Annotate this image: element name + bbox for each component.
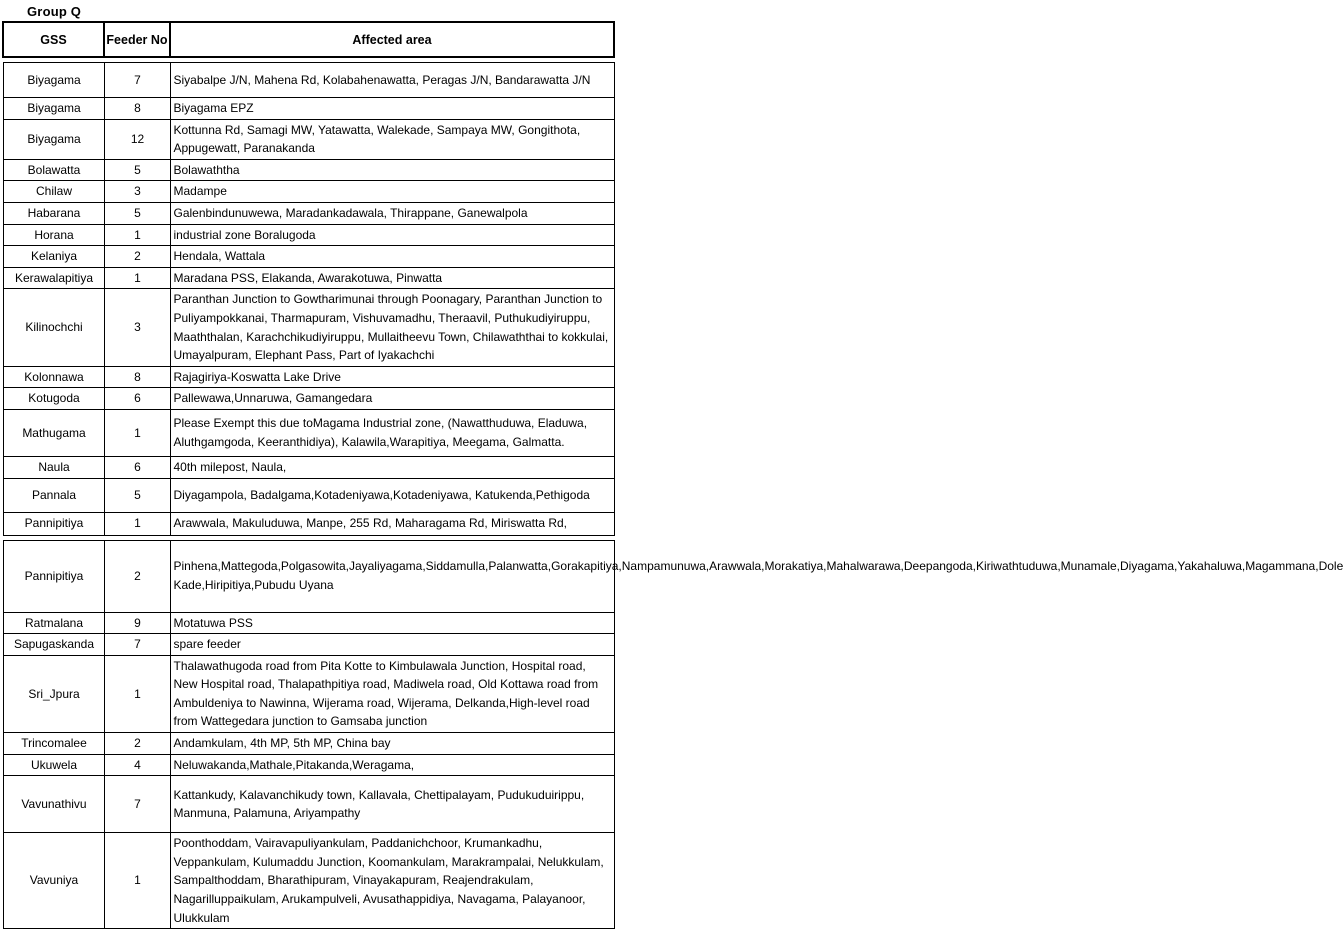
gss-cell: Biyagama — [3, 119, 104, 159]
table-row — [3, 456, 614, 478]
feeder-no-cell: 7 — [104, 63, 170, 98]
feeder-no-cell: 6 — [104, 388, 170, 410]
feeder-no-cell: 8 — [104, 366, 170, 388]
feeder-no-cell: 4 — [104, 754, 170, 776]
gss-cell: Kotugoda — [3, 388, 104, 410]
affected-area-cell: spare feeder — [170, 634, 614, 656]
gss-cell: Habarana — [3, 202, 104, 224]
affected-area-cell: Neluwakanda,Mathale,Pitakanda,Weragama, — [170, 754, 614, 776]
feeder-no-cell: 9 — [104, 612, 170, 634]
gss-cell: Chilaw — [3, 181, 104, 203]
affected-area-cell: Hendala, Wattala — [170, 246, 614, 268]
table-row — [3, 634, 614, 656]
table-row — [3, 540, 614, 612]
table-row — [3, 366, 614, 388]
affected-area-cell: Pinhena,Mattegoda,Polgasowita,Jayaliyagama,Siddamulla,Palanwatta,Gorakapitiya,Nampamunuwa,Arawwala,Morakatiya,Mahalwarawa,Deepangoda,Kiriwathtuduwa,Munamale,Diyagama,Yakahaluwa,Magammana,Dole Kade,Hiripitiya,Pubudu Uyana — [170, 540, 614, 612]
feeder-no-cell: 1 — [104, 267, 170, 289]
table-row — [3, 833, 614, 929]
table-row — [3, 733, 614, 755]
table-body — [3, 57, 1343, 929]
feeder-no-cell: 7 — [104, 776, 170, 833]
gss-cell: Pannipitiya — [3, 540, 104, 612]
table-row — [3, 409, 614, 456]
feeder-no-cell: 1 — [104, 655, 170, 732]
affected-area-cell: Siyabalpe J/N, Mahena Rd, Kolabahenawatta, Peragas J/N, Bandarawatta J/N — [170, 63, 614, 98]
feeder-no-cell: 8 — [104, 98, 170, 120]
table-row — [3, 289, 614, 366]
feeder-no-cell: 5 — [104, 159, 170, 181]
table-row — [3, 388, 614, 410]
affected-area-cell: Galenbindunuwewa, Maradankadawala, Thirappane, Ganewalpola — [170, 202, 614, 224]
group-title: Group Q — [27, 4, 82, 19]
affected-area-cell: Paranthan Junction to Gowtharimunai through Poonagary, Paranthan Junction to Puliyampokkanai, Tharmapuram, Vishuvamadhu, Theraavil, Puthukudiyiruppu, Maaththalan, Karachchikudiyiruppu, Mullaitheevu Town, Chilawaththai to kokkulai, Umayalpuram, Elephant Pass, Part of Iyakachchi — [170, 289, 614, 366]
gss-cell: Horana — [3, 224, 104, 246]
affected-area-cell: Madampe — [170, 181, 614, 203]
affected-area-cell: Arawwala, Makuluduwa, Manpe, 255 Rd, Maharagama Rd, Miriswatta Rd, — [170, 512, 614, 535]
feeder-no-cell: 5 — [104, 478, 170, 512]
feeder-no-cell: 1 — [104, 224, 170, 246]
table-row — [3, 267, 614, 289]
gss-cell: Mathugama — [3, 409, 104, 456]
affected-area-cell: Maradana PSS, Elakanda, Awarakotuwa, Pinwatta — [170, 267, 614, 289]
feeder-no-cell: 6 — [104, 456, 170, 478]
table-row — [3, 159, 614, 181]
affected-area-cell: Please Exempt this due toMagama Industrial zone, (Nawatthuduwa, Eladuwa, Aluthgamgoda, Keeranthidiya), Kalawila,Warapitiya, Meegama, Galmatta. — [170, 409, 614, 456]
gss-cell: Pannipitiya — [3, 512, 104, 535]
table-row — [3, 98, 614, 120]
table-row — [3, 754, 614, 776]
affected-area-cell: industrial zone Boralugoda — [170, 224, 614, 246]
table-row — [3, 246, 614, 268]
affected-area-cell: Thalawathugoda road from Pita Kotte to Kimbulawala Junction, Hospital road, New Hospital road, Thalapathpitiya road, Madiwela road, Old Kottawa road from Ambuldeniya to Nawinna, Wijerama road, Wijerama, Delkanda,High-level road from Wattegedara junction to Gamsaba junction — [170, 655, 614, 732]
table-row — [3, 181, 614, 203]
gss-cell: Kolonnawa — [3, 366, 104, 388]
affected-area-cell: Bolawaththa — [170, 159, 614, 181]
table-row — [3, 202, 614, 224]
affected-area-cell: Rajagiriya-Koswatta Lake Drive — [170, 366, 614, 388]
gss-cell: Biyagama — [3, 63, 104, 98]
gss-cell: Sri_Jpura — [3, 655, 104, 732]
table-row — [3, 776, 614, 833]
gss-cell: Kilinochchi — [3, 289, 104, 366]
affected-area-cell: Kottunna Rd, Samagi MW, Yatawatta, Walekade, Sampaya MW, Gongithota, Appugewatt, Paranakanda — [170, 119, 614, 159]
column-header-gss: GSS — [3, 22, 104, 57]
affected-area-cell: Kattankudy, Kalavanchikudy town, Kallavala, Chettipalayam, Pudukuduirippu, Manmuna, Palamuna, Ariyampathy — [170, 776, 614, 833]
gss-cell: Kelaniya — [3, 246, 104, 268]
affected-area-cell: Poonthoddam, Vairavapuliyankulam, Paddanichchoor, Krumankadhu, Veppankulam, Kulumaddu Junction, Koomankulam, Marakrampalai, Nelukkulam, Sampalthoddam, Bharathipuram, Vinayakapuram, Reajendrakulam, Nagarilluppaikulam, Arukampulveli, Avusathappidiya, Navagama, Palayanoor, Ulukkulam — [170, 833, 614, 929]
feeder-no-cell: 2 — [104, 540, 170, 612]
column-header-affected-area: Affected area — [170, 22, 614, 57]
feeder-no-cell: 1 — [104, 512, 170, 535]
affected-area-cell: Motatuwa PSS — [170, 612, 614, 634]
gss-cell: Sapugaskanda — [3, 634, 104, 656]
affected-area-cell: Andamkulam, 4th MP, 5th MP, China bay — [170, 733, 614, 755]
table-row — [3, 655, 614, 732]
table-header-row — [3, 22, 614, 57]
affected-area-cell: Biyagama EPZ — [170, 98, 614, 120]
table-row — [3, 512, 614, 535]
gss-cell: Bolawatta — [3, 159, 104, 181]
affected-area-cell: Diyagampola, Badalgama,Kotadeniyawa,Kotadeniyawa, Katukenda,Pethigoda — [170, 478, 614, 512]
feeder-no-cell: 2 — [104, 733, 170, 755]
feeder-no-cell: 5 — [104, 202, 170, 224]
feeder-no-cell: 7 — [104, 634, 170, 656]
feeder-no-cell: 1 — [104, 833, 170, 929]
gss-cell: Vavunathivu — [3, 776, 104, 833]
gss-cell: Trincomalee — [3, 733, 104, 755]
column-header-feeder-no: Feeder No — [104, 22, 170, 57]
table-row — [3, 63, 614, 98]
feeder-no-cell: 3 — [104, 181, 170, 203]
table-row — [3, 119, 614, 159]
gss-cell: Vavuniya — [3, 833, 104, 929]
affected-area-cell: Pallewawa,Unnaruwa, Gamangedara — [170, 388, 614, 410]
gss-cell: Pannala — [3, 478, 104, 512]
feeder-no-cell: 3 — [104, 289, 170, 366]
table-row — [3, 224, 614, 246]
gss-cell: Naula — [3, 456, 104, 478]
gss-cell: Biyagama — [3, 98, 104, 120]
feeder-no-cell: 1 — [104, 409, 170, 456]
gss-cell: Ratmalana — [3, 612, 104, 634]
feeder-no-cell: 2 — [104, 246, 170, 268]
affected-area-cell: 40th milepost, Naula, — [170, 456, 614, 478]
table-row — [3, 612, 614, 634]
gss-cell: Ukuwela — [3, 754, 104, 776]
table-row — [3, 478, 614, 512]
affected-areas-table — [2, 21, 1343, 929]
gss-cell: Kerawalapitiya — [3, 267, 104, 289]
feeder-no-cell: 12 — [104, 119, 170, 159]
